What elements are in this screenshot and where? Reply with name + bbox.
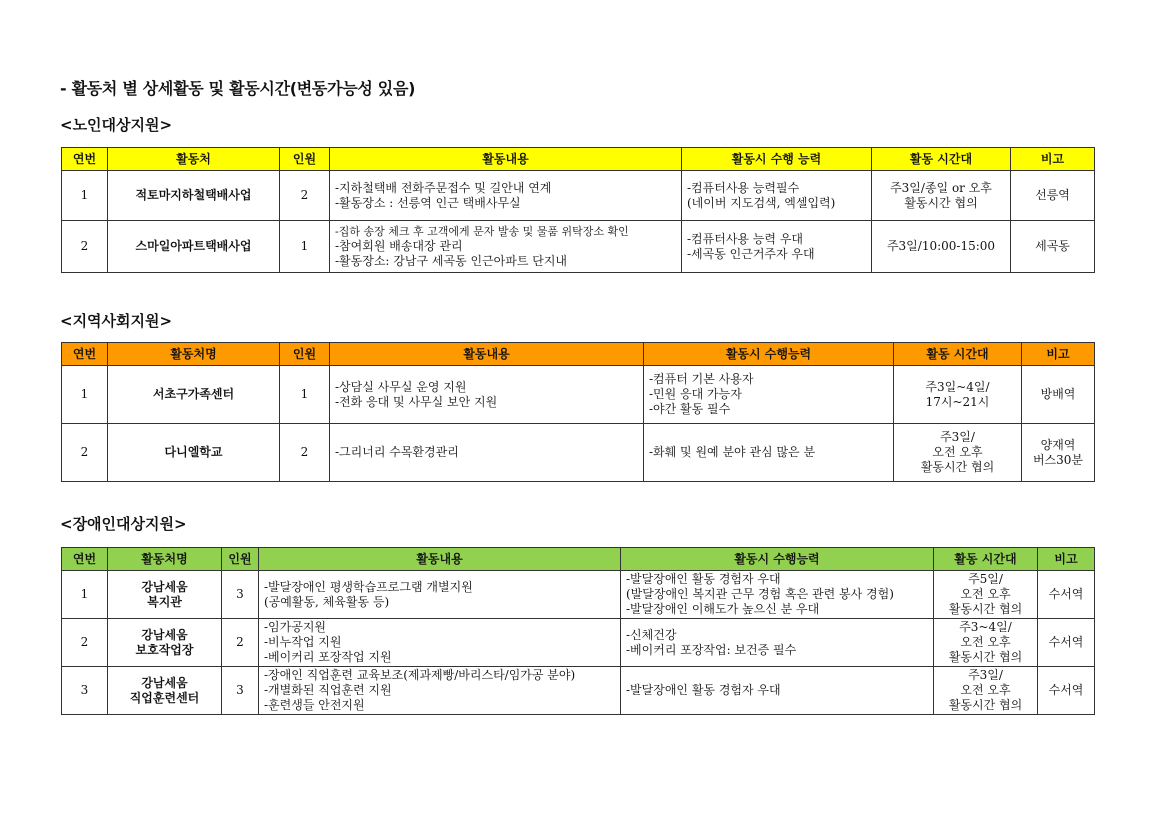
ability-cell [644, 366, 894, 424]
section-title-community: <지역사회지원> [60, 312, 173, 330]
ability-cell [682, 221, 872, 273]
cell-line: 주3일/10:00-15:00 [886, 239, 996, 253]
column-header: 활동처 [108, 148, 280, 171]
cell-line: 강남세움 [141, 579, 188, 594]
column-header: 인원 [222, 548, 259, 571]
table-header-row [62, 148, 1095, 171]
content-cell [330, 171, 682, 221]
cell-line: -활동장소: 강남구 세곡동 인근아파트 단지내 [335, 254, 568, 268]
cell-line: -상담실 사무실 운영 지원 [335, 379, 467, 394]
cell-line: 강남세움 [141, 627, 188, 642]
cell-line: 수서역 [1048, 587, 1084, 601]
content-cell [330, 221, 682, 273]
cell-line: -장애인 직업훈련 교육보조(제과제빵/바리스타/임가공 분야) [264, 668, 576, 682]
column-header: 비고 [1022, 343, 1095, 366]
column-header: 연번 [62, 343, 108, 366]
cell-line: 17시~21시 [925, 394, 990, 409]
cell-line: (공예활동, 체육활동 등) [264, 594, 390, 609]
time-cell [934, 571, 1038, 619]
cell-line: 선릉역 [1035, 188, 1070, 202]
people-cell: 2 [280, 171, 330, 221]
cell-line: -민원 응대 가능자 [649, 387, 742, 401]
cell-line: 스마일아파트택배사업 [135, 239, 252, 253]
column-header: 활동처명 [108, 343, 280, 366]
content-cell [330, 424, 644, 482]
cell-line: -그리너리 수목환경관리 [335, 445, 459, 459]
place-cell [108, 619, 222, 667]
note-cell [1038, 571, 1095, 619]
no-cell: 1 [62, 571, 108, 619]
table-header-row [62, 548, 1095, 571]
cell-line: -발달장애인 활동 경험자 우대 [626, 683, 781, 697]
table-row [62, 619, 1095, 667]
cell-line: -지하철택배 전화주문접수 및 길안내 연계 [335, 180, 552, 195]
column-header: 활동시 수행능력 [644, 343, 894, 366]
table-row [62, 667, 1095, 715]
no-cell: 2 [62, 424, 108, 482]
no-cell: 1 [62, 171, 108, 221]
table-row [62, 221, 1095, 273]
cell-line: 수서역 [1048, 635, 1084, 649]
cell-line: 주3일/종일 or 오후 [890, 180, 992, 195]
cell-line: -컴퓨터사용 능력 우대 [687, 231, 804, 246]
ability-cell [682, 171, 872, 221]
no-cell: 2 [62, 221, 108, 273]
table-header-row [62, 343, 1095, 366]
cell-line: 강남세움 [141, 675, 188, 690]
column-header: 인원 [280, 148, 330, 171]
content-cell [259, 571, 621, 619]
time-cell [872, 221, 1011, 273]
cell-line: 오전 오후 [960, 683, 1011, 697]
note-cell [1038, 667, 1095, 715]
section-title-elderly: <노인대상지원> [60, 116, 173, 134]
ability-cell [621, 667, 934, 715]
time-cell [872, 171, 1011, 221]
cell-line: -화훼 및 원예 분야 관심 많은 분 [649, 445, 816, 459]
cell-line: (발달장애인 복지관 근무 경험 혹은 관련 봉사 경험) [626, 587, 894, 601]
cell-line: -발달장애인 활동 경험자 우대 [626, 572, 781, 586]
section-title-disabled: <장애인대상지원> [60, 515, 187, 533]
elderly-support-table [61, 147, 1095, 273]
community-support-table [61, 342, 1095, 482]
time-cell [934, 667, 1038, 715]
cell-line: 활동시간 협의 [948, 602, 1023, 616]
cell-line: -전화 응대 및 사무실 보안 지원 [335, 394, 498, 409]
note-cell [1022, 424, 1095, 482]
cell-line: -발달장애인 평생학습프로그램 개별지원 [264, 579, 473, 594]
people-cell: 2 [222, 619, 259, 667]
cell-line: 수서역 [1048, 683, 1084, 697]
time-cell [934, 619, 1038, 667]
column-header: 연번 [62, 148, 108, 171]
cell-line: 주3일/ [968, 668, 1003, 682]
cell-line: -베이커리 포장작업 지원 [264, 650, 392, 664]
content-cell [259, 667, 621, 715]
people-cell: 2 [280, 424, 330, 482]
place-cell [108, 571, 222, 619]
cell-line: 세곡동 [1035, 239, 1070, 253]
page-title: - 활동처 별 상세활동 및 활동시간(변동가능성 있음) [60, 79, 416, 98]
column-header: 활동 시간대 [894, 343, 1022, 366]
cell-line: (네이버 지도검색, 엑셀입력) [687, 195, 836, 210]
note-cell [1038, 619, 1095, 667]
cell-line: 활동시간 협의 [948, 698, 1023, 712]
cell-line: -임가공지원 [264, 620, 327, 634]
table-row [62, 171, 1095, 221]
column-header: 활동 시간대 [872, 148, 1011, 171]
cell-line: -비누작업 지원 [264, 635, 342, 649]
cell-line: 오전 오후 [960, 635, 1011, 649]
content-cell [259, 619, 621, 667]
ability-cell [644, 424, 894, 482]
column-header: 비고 [1038, 548, 1095, 571]
cell-line: -컴퓨터사용 능력필수 [687, 180, 800, 195]
place-cell [108, 424, 280, 482]
cell-line: -활동장소 : 선릉역 인근 택배사무실 [335, 195, 521, 210]
cell-line: 오전 오후 [960, 587, 1011, 601]
people-cell: 3 [222, 667, 259, 715]
cell-line: -세곡동 인근거주자 우대 [687, 246, 815, 261]
cell-line: 오전 오후 [932, 445, 983, 459]
cell-line: 방배역 [1040, 387, 1076, 401]
column-header: 연번 [62, 548, 108, 571]
cell-line: 직업훈련센터 [129, 690, 200, 705]
column-header: 활동내용 [259, 548, 621, 571]
cell-line: 보호작업장 [135, 642, 194, 657]
content-cell [330, 366, 644, 424]
cell-line: 주3~4일/ [959, 620, 1012, 634]
no-cell: 2 [62, 619, 108, 667]
table-row [62, 571, 1095, 619]
no-cell: 1 [62, 366, 108, 424]
column-header: 활동시 수행능력 [621, 548, 934, 571]
ability-cell [621, 571, 934, 619]
cell-line: -집하 송장 체크 후 고객에게 문자 발송 및 물품 위탁장소 확인 [335, 225, 629, 238]
column-header: 활동 시간대 [934, 548, 1038, 571]
cell-line: 양재역 [1040, 437, 1076, 452]
cell-line: 주3일~4일/ [925, 379, 990, 394]
cell-line: 활동시간 협의 [904, 195, 978, 210]
place-cell [108, 667, 222, 715]
note-cell [1022, 366, 1095, 424]
cell-line: 적토마지하철택배사업 [135, 188, 252, 202]
cell-line: 복지관 [147, 594, 182, 609]
column-header: 비고 [1011, 148, 1095, 171]
column-header: 활동내용 [330, 148, 682, 171]
place-cell [108, 366, 280, 424]
cell-line: 서초구가족센터 [152, 387, 235, 401]
note-cell [1011, 221, 1095, 273]
people-cell: 1 [280, 366, 330, 424]
cell-line: 활동시간 협의 [948, 650, 1023, 664]
cell-line: -컴퓨터 기본 사용자 [649, 372, 754, 386]
place-cell [108, 171, 280, 221]
cell-line: 주3일/ [940, 430, 975, 444]
people-cell: 1 [280, 221, 330, 273]
cell-line: -베이커리 포장작업: 보건증 필수 [626, 642, 797, 657]
no-cell: 3 [62, 667, 108, 715]
column-header: 인원 [280, 343, 330, 366]
people-cell: 3 [222, 571, 259, 619]
cell-line: 버스30분 [1032, 452, 1084, 467]
cell-line: -개별화된 직업훈련 지원 [264, 683, 392, 697]
time-cell [894, 366, 1022, 424]
cell-line: -신체건강 [626, 627, 677, 642]
cell-line: 활동시간 협의 [920, 460, 995, 474]
column-header: 활동시 수행 능력 [682, 148, 872, 171]
time-cell [894, 424, 1022, 482]
disabled-support-table [61, 547, 1095, 715]
table-row [62, 366, 1095, 424]
ability-cell [621, 619, 934, 667]
cell-line: -야간 활동 필수 [649, 402, 731, 416]
table-row [62, 424, 1095, 482]
cell-line: 다니엘학교 [164, 445, 223, 459]
place-cell [108, 221, 280, 273]
cell-line: -훈련생들 안전지원 [264, 698, 365, 712]
cell-line: -발달장애인 이해도가 높으신 분 우대 [626, 602, 820, 616]
cell-line: -참여회원 배송대장 관리 [335, 239, 463, 253]
cell-line: 주5일/ [968, 572, 1003, 586]
note-cell [1011, 171, 1095, 221]
column-header: 활동내용 [330, 343, 644, 366]
column-header: 활동처명 [108, 548, 222, 571]
